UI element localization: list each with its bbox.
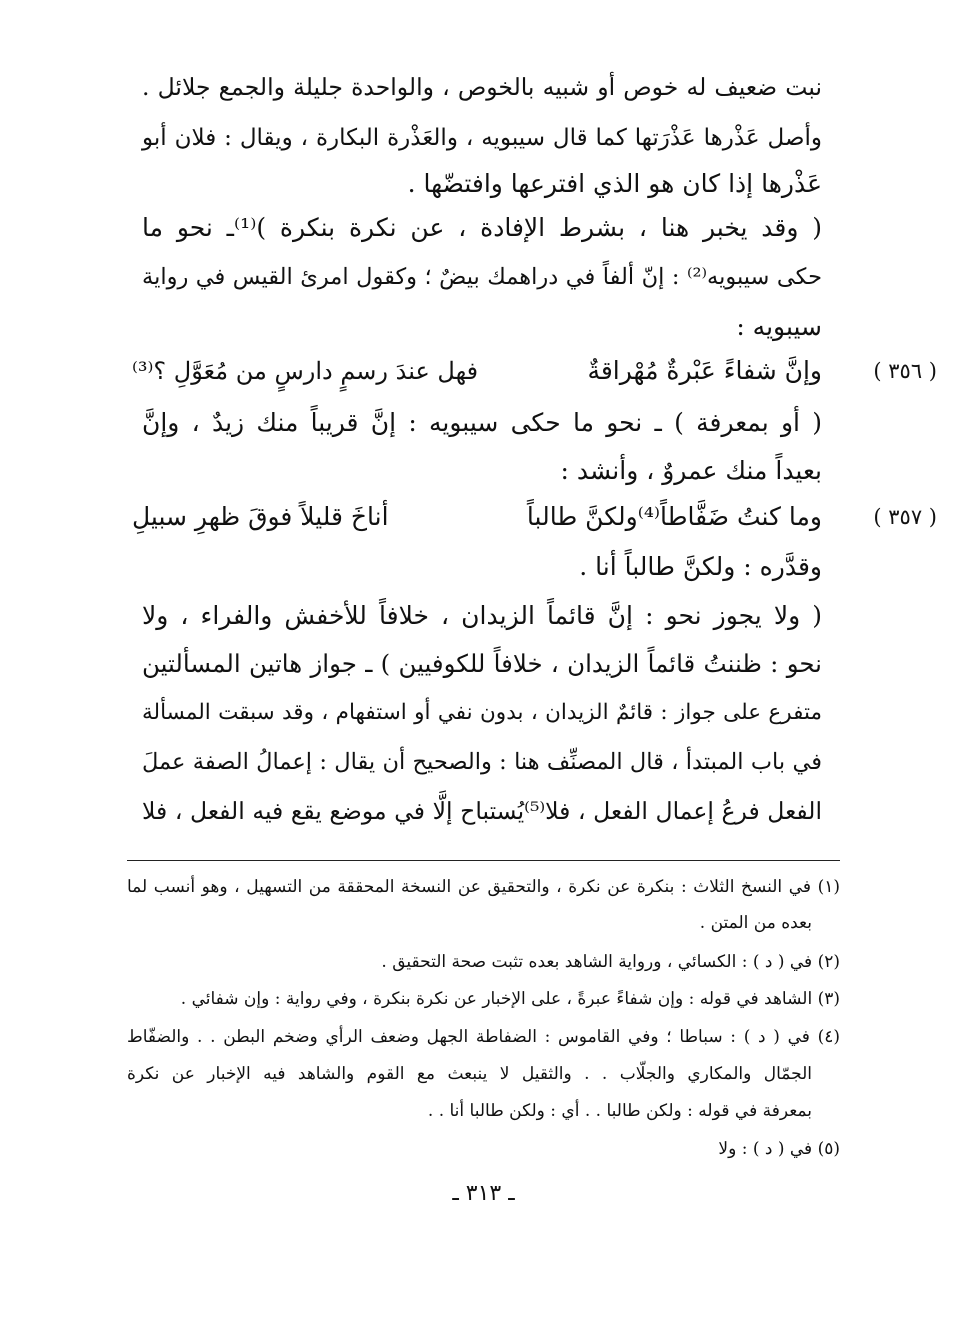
footnote: (١) في النسخ الثلاث : بنكرة عن نكرة ، والتحقيق عن النسخة المحققة من التسهيل ، وهو أنسب لما <box>127 877 840 897</box>
text-line: عَذْرها إذا كان هو الذي افترعها وافتضّها . <box>407 169 822 198</box>
footnote-continuation: بعده من المتن . <box>699 913 812 933</box>
verse-number: ( ٣٥٦ ) <box>873 359 937 383</box>
verse-first-hemistich: وإنَّ شفاءً عَبْرةٌ مُهْراقةٌ <box>587 356 822 385</box>
text-line: متفرع على جواز : قائمٌ الزيدان ، بدون نفي أو استفهام ، وقد سبقت المسألة <box>142 700 822 725</box>
page-number: ـ ٣١٣ ـ <box>452 1181 515 1206</box>
verse-number: ( ٣٥٧ ) <box>873 505 937 529</box>
footnote: (٢) في ( د ) : الكسائي ، ورواية الشاهد بعده تثبت صحة التحقيق . <box>381 952 840 972</box>
text-line: ( أو بمعرفة ) ـ نحو ما حكى سيبويه : إنَّ قريباً منك زيدٌ ، وإنَّ <box>142 408 822 437</box>
footnote-continuation: بمعرفة في قوله : ولكن طالبا . . أي : ولكن طالبا أنا . . <box>427 1101 812 1121</box>
text-line: نبت ضعيف له خوص أو شبيه بالخوص ، والواحدة جليلة والجمع جلائل . <box>142 73 822 101</box>
footnote: (٣) الشاهد في قوله : وإن شفاءً عبرةً ، على الإخبار عن نكرة بنكرة ، وفي رواية : وإن شفائي . <box>180 989 840 1009</box>
text-line: ( وقد يخبر هنا ، بشرط الإفادة ، عن نكرة بنكرة )⁽¹⁾ـ نحو ما <box>142 213 822 242</box>
footnote: (٤) في ( د ) : سباطا ؛ وفي القاموس : الضفاطة الجهل وضعف الرأي وضخم البطن . . والضفّاط <box>127 1027 840 1047</box>
text-line: بعيداً منك عمروٌ ، وأنشد : <box>560 456 822 485</box>
poetry-verse <box>132 352 822 390</box>
footnote-divider <box>127 860 840 861</box>
verse-second-hemistich: أناخَ قليلاً فوقَ ظهرِ سبيلِ <box>132 502 389 531</box>
text-line: حكى سيبويه⁽²⁾ : إنّ ألفاً في دراهمك بيضٌ ؛ وكقول امرئ القيس في رواية <box>142 264 822 290</box>
text-line: في باب المبتدأ ، قال المصنِّف هنا : والصحيح أن يقال : إعمالُ الصفة عملَ <box>142 749 822 775</box>
text-line: الفعل فرعُ إعمال الفعل ، فلا⁽⁵⁾يُستباح إلَّا في موضع يقع فيه الفعل ، فلا <box>142 797 823 825</box>
verse-second-hemistich: فهل عندَ رسمٍ دارسٍ من مُعَوَّلِ ؟⁽³⁾ <box>132 357 479 385</box>
text-line: ( ولا يجوز نحو : إنَّ قائماً الزيدان ، خلافاً للأخفش والفراء ، ولا <box>142 601 822 630</box>
poetry-verse <box>132 498 822 536</box>
text-line: سيبويه : <box>736 312 822 341</box>
verse-first-hemistich: وما كنتُ ضَفَّاطاً⁽⁴⁾ولكنَّ طالباً <box>526 502 822 531</box>
text-line: نحو : ظننتُ قائماً الزيدان ، خلافاً للكوفيين ) ـ جواز هاتين المسألتين <box>142 649 822 678</box>
text-line: وأصل عَذْرها عَذْرَتها كما قال سيبويه ، والعَذْرة البكارة ، ويقال : فلان أبو <box>142 125 822 151</box>
text-line: وقدَّره : ولكنَّ طالباً أنا . <box>579 552 822 581</box>
footnote-continuation: الجمّال والمكاري والجلّاب . . والثقيل لا ينبعث مع القوم والشاهد فيه الإخبار عن نكرة <box>127 1064 812 1084</box>
footnote: (٥) في ( د ) : ولا <box>718 1139 840 1159</box>
